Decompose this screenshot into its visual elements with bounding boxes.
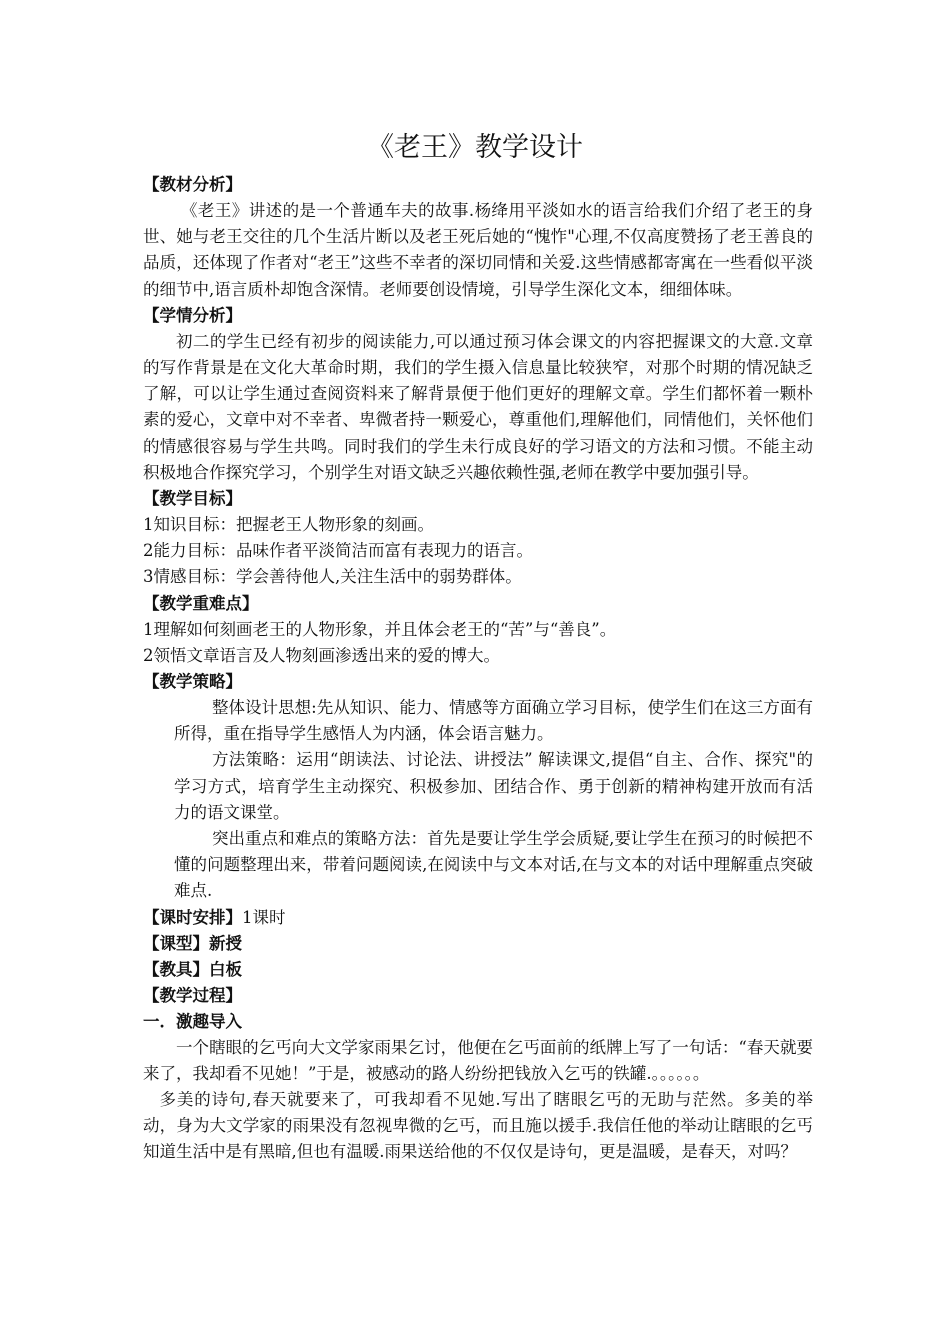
section-heading-type: 【课型】新授 xyxy=(143,933,242,953)
process-step-heading: 一．激趣导入 xyxy=(143,1011,242,1031)
section-heading-keypoints: 【教学重难点】 xyxy=(143,593,259,613)
process-paragraph: 多美的诗句,春天就要来了，可我却看不见她.写出了瞎眼乞丐的无助与茫然。多美的举动，身为大文学家的雨果没有忽视卑微的乞丐，而且施以援手.我信任他的举动让瞎眼的乞丐知道生活中是有黑暗,但也有温暖.雨果送给他的不仅仅是诗句，更是温暖，是春天，对吗？ xyxy=(143,1090,813,1162)
material-analysis-text: 《老王》讲述的是一个普通车夫的故事.杨绛用平淡如水的语言给我们介绍了老王的身世、她与老王交往的几个生活片断以及老王死后她的“愧怍"心理,不仅高度赞扬了老王善良的品质，还体现了作者对“老王”这些不幸者的深切同情和关爱.这些情感都寄寓在一些看似平淡的细节中,语言质朴却饱含深情。老师要创设情境，引导学生深化文本，细细体味。 xyxy=(143,201,813,299)
goals-list xyxy=(143,512,813,591)
process-paragraph: 一个瞎眼的乞丐向大文学家雨果乞讨，他便在乞丐面前的纸牌上写了一句话：“春天就要来了，我却看不见她！”于是，被感动的路人纷纷把钱放入乞丐的铁罐.。。。。。。 xyxy=(143,1037,813,1083)
section-heading-hours xyxy=(143,905,813,931)
hours-value: 1课时 xyxy=(242,907,286,927)
section-heading-material: 【教材分析】 xyxy=(143,175,242,194)
document-body xyxy=(143,172,813,1166)
strategy-paragraph: 突出重点和难点的策略方法：首先是要让学生学会质疑,要让学生在预习的时候把不懂的问题整理出来，带着问题阅读,在阅读中与文本对话,在与文本的对话中理解重点突破难点. xyxy=(174,829,813,901)
section-heading-goals: 【教学目标】 xyxy=(143,489,242,509)
list-item: 1理解如何刻画老王的人物形象，并且体会老王的“苦”与“善良”。 xyxy=(143,619,617,639)
document-title: 《老王》教学设计 xyxy=(367,132,583,163)
strategy-paragraph: 方法策略：运用“朗读法、讨论法、讲授法” 解读课文,提倡“自主、合作、探究"的学习方式，培育学生主动探究、积极参加、团结合作、勇于创新的精神构建开放而有活力的语文课堂。 xyxy=(174,750,813,822)
list-item: 2领悟文章语言及人物刻画渗透出来的爱的博大。 xyxy=(143,645,500,665)
section-heading-students: 【学情分析】 xyxy=(143,305,242,325)
list-item: 1知识目标：把握老王人物形象的刻画。 xyxy=(143,515,434,535)
section-heading-tools: 【教具】白板 xyxy=(143,959,242,979)
section-heading-strategy: 【教学策略】 xyxy=(143,672,242,692)
keypoints-list xyxy=(143,617,813,669)
section-heading-process: 【教学过程】 xyxy=(143,985,242,1005)
list-item: 2能力目标：品味作者平淡简洁而富有表现力的语言。 xyxy=(143,541,533,561)
student-analysis-text: 初二的学生已经有初步的阅读能力,可以通过预习体会课文的内容把握课文的大意.文章的写作背景是在文化大革命时期，我们的学生摄入信息量比较狭窄，对那个时期的情况缺乏了解，可以让学生通过查阅资料来了解背景便于他们更好的理解文章。学生们都怀着一颗朴素的爱心，文章中对不幸者、卑微者持一颗爱心，尊重他们,理解他们，同情他们，关怀他们的情感很容易与学生共鸣。同时我们的学生未行成良好的学习语文的方法和习惯。不能主动积极地合作探究学习，个别学生对语文缺乏兴趣依赖性强,老师在教学中要加强引导。 xyxy=(143,331,813,482)
list-item: 3情感目标：学会善待他人,关注生活中的弱势群体。 xyxy=(143,567,522,587)
hours-label: 【课时安排】 xyxy=(143,907,242,927)
strategy-paragraph: 整体设计思想:先从知识、能力、情感等方面确立学习目标，使学生们在这三方面有所得，重在指导学生感悟人为内涵，体会语言魅力。 xyxy=(174,698,813,744)
